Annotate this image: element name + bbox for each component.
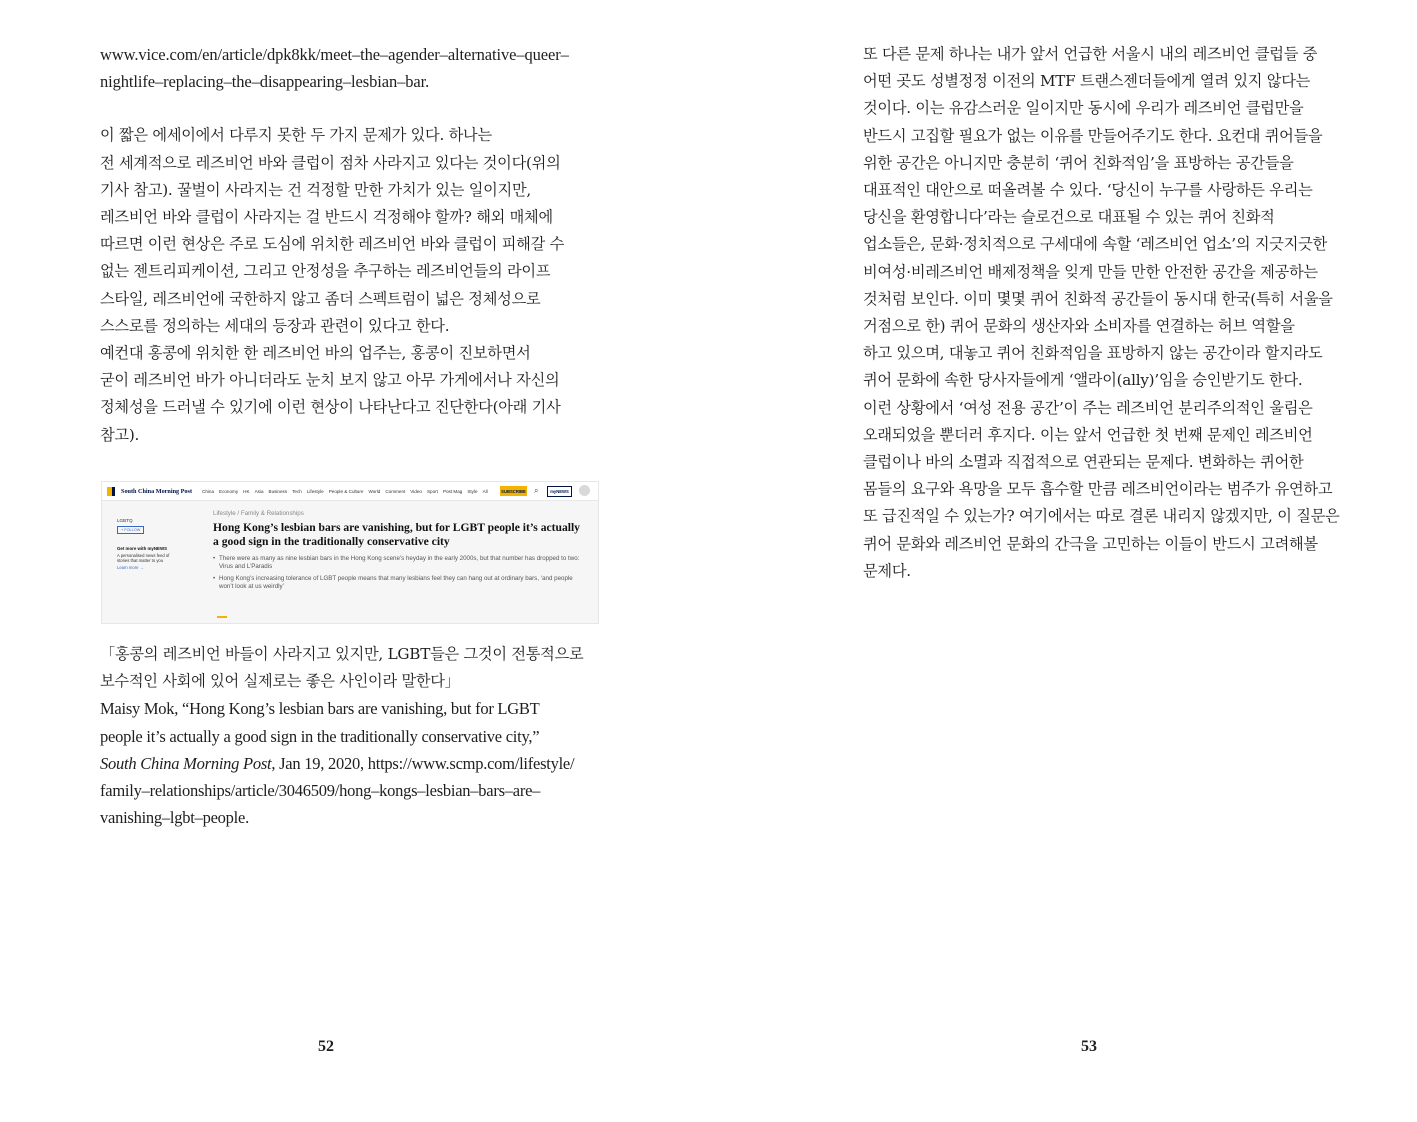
text-line: 것처럼 보인다. 이미 몇몇 퀴어 친화적 공간들이 동시대 한국(특히 서울을 <box>863 289 1333 308</box>
page-number: 52 <box>318 1038 334 1055</box>
text-line: 없는 젠트리피케이션, 그리고 안정성을 추구하는 레즈비언들의 라이프 <box>100 262 551 281</box>
nav-item: Economy <box>219 488 239 494</box>
left-page <box>0 0 708 1122</box>
user-avatar-icon <box>579 485 590 496</box>
summary-bullet: • There were as many as nine lesbian bars in the Hong Kong scene’s heyday in the early 2000s, but that number has dropped to two: Virus and L’Paradis <box>213 555 583 571</box>
text-line: 클럽이나 바의 소멸과 직접적으로 연관되는 문제다. 변화하는 퀴어한 <box>863 453 1304 472</box>
text-line: 참고). <box>100 425 140 444</box>
nav-item: Comment <box>385 488 406 494</box>
citation-line: family–relationships/article/3046509/hong–kongs–lesbian–bars–are– <box>100 781 541 801</box>
article-headline: Hong Kong’s lesbian bars are vanishing, but for LGBT people it’s actually a good sign in the traditionally conservative city <box>213 521 580 548</box>
citation-line: vanishing–lgbt–people. <box>100 808 249 828</box>
text-line: 기사 참고). 꿀벌이 사라지는 건 걱정할 만한 가치가 있는 일이지만, <box>100 180 531 199</box>
text-line: 위한 공간은 아니지만 충분히 ‘퀴어 친화적임’을 표방하는 공간들을 <box>863 153 1294 172</box>
text-line: 비여성·비레즈비언 배제정책을 잊게 만들 만한 안전한 공간을 제공하는 <box>863 262 1318 281</box>
mynews-button: myNEWS <box>547 486 572 497</box>
text-line: 반드시 고집할 필요가 없는 이유를 만들어주기도 한다. 요컨대 퀴어들을 <box>863 126 1323 145</box>
nav-item: Post Mag <box>442 488 463 494</box>
citation-line <box>100 750 600 777</box>
learn-more-link: Learn more → <box>117 565 144 570</box>
text-line: 굳이 레즈비언 바가 아니더라도 눈치 보지 않고 아무 가게에서나 자신의 <box>100 371 560 390</box>
text-line: 거점으로 한) 퀴어 문화의 생산자와 소비자를 연결하는 허브 역할을 <box>863 317 1295 336</box>
text-line: 이 짧은 에세이에서 다루지 못한 두 가지 문제가 있다. 하나는 <box>100 126 492 145</box>
summary-bullet: • Hong Kong’s increasing tolerance of LGBT people means that many lesbians feel they can hang out at ordinary bars, ‘and people won’t look at us weirdly’ <box>213 575 583 591</box>
text-line: 스스로를 정의하는 세대의 등장과 관련이 있다고 한다. <box>100 316 450 335</box>
logo-mark-icon <box>112 487 115 496</box>
citation-line: people it’s actually a good sign in the traditionally conservative city,” <box>100 726 540 746</box>
text-line: 정체성을 드러낼 수 있기에 이런 현상이 나타난다고 진단한다(아래 기사 <box>100 398 561 417</box>
left-text-top <box>100 41 600 449</box>
text-line: 또 급진적일 수 있는가? 여기에서는 따로 결론 내리지 않겠지만, 이 질문은 <box>863 507 1340 526</box>
text-line: 이런 상황에서 ‘여성 전용 공간’이 주는 레즈비언 분리주의적인 울림은 <box>863 398 1313 417</box>
breadcrumb: Lifestyle / Family & Relationships <box>213 510 304 517</box>
site-header <box>102 482 598 501</box>
text-line: 하고 있으며, 대놓고 퀴어 친화적임을 표방하지 않는 공간이라 할지라도 <box>863 344 1323 363</box>
accent-bar <box>217 616 227 618</box>
caption-line: 보수적인 사회에 있어 실제로는 좋은 사인이라 말한다」 <box>100 672 460 691</box>
nav-item: World <box>368 488 381 494</box>
nav-item: Asia <box>254 488 264 494</box>
nav-item: All <box>482 488 488 494</box>
text-line: 어떤 곳도 성별정정 이전의 MTF 트랜스젠더들에게 열려 있지 않다는 <box>863 72 1311 91</box>
article-sidebar <box>117 518 182 570</box>
url-line: www.vice.com/en/article/dpk8kk/meet–the–agender–alternative–queer– <box>100 45 569 64</box>
nav-item: China <box>202 488 215 494</box>
text-line: 것이다. 이는 유감스러운 일이지만 동시에 우리가 레즈비언 클럽만을 <box>863 99 1304 118</box>
article-body <box>213 510 583 595</box>
search-icon: ⌕ <box>534 486 539 495</box>
paragraph-1 <box>100 122 600 448</box>
text-line: 레즈비언 바와 클럽이 사라지는 걸 반드시 걱정해야 할까? 해외 매체에 <box>100 208 553 227</box>
site-brand: South China Morning Post <box>121 487 192 495</box>
nav-item: Tech <box>292 488 302 494</box>
citation-line: Maisy Mok, “Hong Kong’s lesbian bars are vanishing, but for LGBT <box>100 699 540 719</box>
text-line: 따르면 이런 현상은 주로 도심에 위치한 레즈비언 바와 클럽이 피해갈 수 <box>100 235 564 254</box>
text-line: 몸들의 요구와 욕망을 모두 흡수할 만큼 레즈비언이라는 범주가 유연하고 <box>863 480 1333 499</box>
text-line: 또 다른 문제 하나는 내가 앞서 언급한 서울시 내의 레즈비언 클럽들 중 <box>863 45 1318 63</box>
site-nav <box>202 489 488 494</box>
text-line: 스타일, 레즈비언에 국한하지 않고 좀더 스펙트럼이 넓은 정체성으로 <box>100 289 541 308</box>
follow-button: + FOLLOW <box>117 526 144 534</box>
page-number: 53 <box>1081 1038 1097 1055</box>
url-line: nightlife–replacing–the–disappearing–lesbian–bar. <box>100 72 430 92</box>
right-paragraph <box>863 41 1368 585</box>
text-line: 전 세계적으로 레즈비언 바와 클럽이 점차 사라지고 있다는 것이다(위의 <box>100 153 561 172</box>
text-line: 문제다. <box>863 561 911 580</box>
nav-item: Sport <box>426 488 438 494</box>
nav-item: HK <box>243 488 250 494</box>
nav-item: Style <box>467 488 478 494</box>
publication-title: South China Morning Post <box>100 753 272 773</box>
right-page <box>708 0 1417 1122</box>
text-line: 오래되었을 뿐더러 후지다. 이는 앞서 언급한 첫 번째 문제인 레즈비언 <box>863 425 1313 444</box>
nav-item: Video <box>410 488 422 494</box>
text-line: 퀴어 문화에 속한 당사자들에게 ‘앨라이(ally)’임을 승인받기도 한다. <box>863 371 1303 390</box>
get-more-title: Get more with myNEWS <box>117 546 168 551</box>
caption-block <box>100 641 600 831</box>
caption-line: 「홍콩의 레즈비언 바들이 사라지고 있지만, LGBT들은 그것이 전통적으로 <box>100 645 584 663</box>
nav-item: People & Culture <box>328 488 364 494</box>
topic-tag: LGBTQ <box>117 518 133 523</box>
subscribe-button: SUBSCRIBE <box>500 486 527 496</box>
text-line: 당신을 환영합니다’라는 슬로건으로 대표될 수 있는 퀴어 친화적 <box>863 208 1275 227</box>
text-line: 예컨대 홍콩에 위치한 한 레즈비언 바의 업주는, 홍콩이 진보하면서 <box>100 344 531 363</box>
article-screenshot <box>101 481 599 624</box>
text-line: 업소들은, 문화·정치적으로 구세대에 속할 ‘레즈비언 업소’의 지긋지긋한 <box>863 235 1327 254</box>
text-line: 퀴어 문화와 레즈비언 문화의 간극을 고민하는 이들이 반드시 고려해볼 <box>863 534 1318 553</box>
text-line: 대표적인 대안으로 떠올려볼 수 있다. ‘당신이 누구를 사랑하든 우리는 <box>863 181 1313 200</box>
get-more-desc: A personalised news feed of stories that matter to you <box>117 553 170 563</box>
nav-item: Lifestyle <box>306 488 324 494</box>
nav-item: Business <box>268 488 288 494</box>
citation-rest: , Jan 19, 2020, https://www.scmp.com/lifestyle/ <box>271 753 575 773</box>
